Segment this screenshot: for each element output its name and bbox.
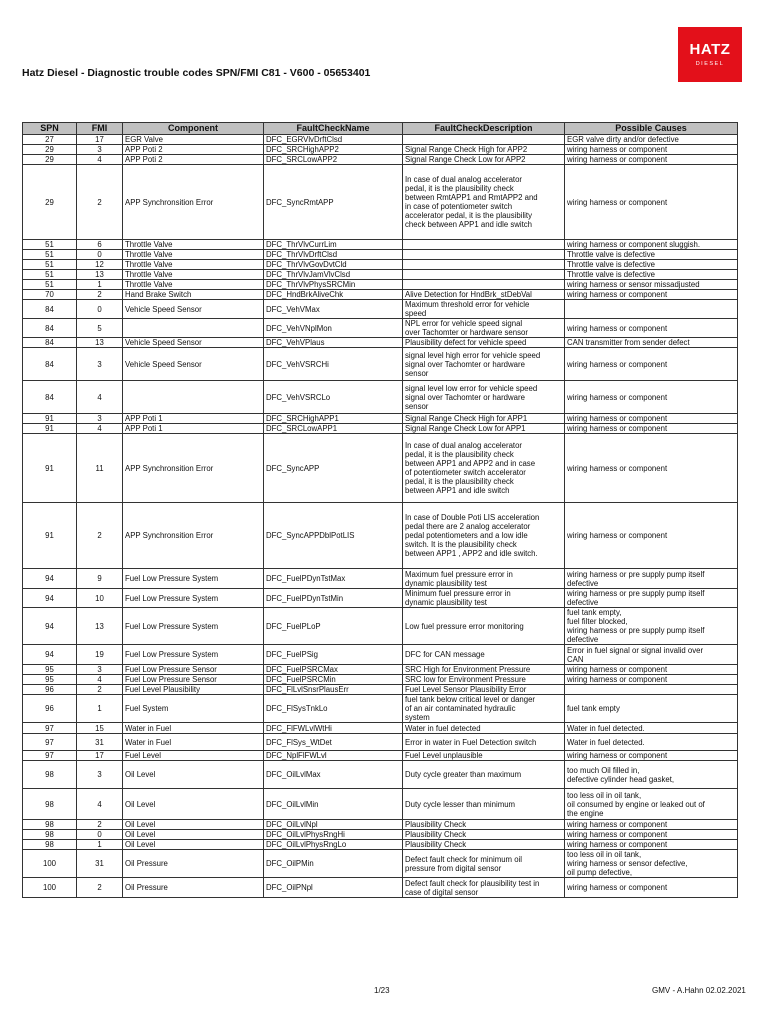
cell-fmi: 15: [77, 723, 123, 734]
cell-faultcheckdescription: In case of dual analog accelerator pedal, it is the plausibility check between RmtAPP1 and RmtAPP2 and in case of potentiometer switch accelerator pedal, it is the plausibility check between APP1 and idle switch: [403, 165, 565, 240]
cell-fmi: 0: [77, 250, 123, 260]
cell-faultcheckdescription: Duty cycle lesser than minimum: [403, 789, 565, 820]
cell-fmi: 3: [77, 665, 123, 675]
table-body: [23, 135, 738, 898]
cell-possible-causes: wiring harness or component: [565, 348, 738, 381]
cell-faultcheckname: DFC_SyncAPP: [264, 434, 403, 503]
cell-fmi: 3: [77, 145, 123, 155]
cell-possible-causes: wiring harness or component: [565, 675, 738, 685]
cell-spn: 95: [23, 675, 77, 685]
cell-component: Water in Fuel: [123, 734, 264, 751]
cell-component: Fuel Low Pressure Sensor: [123, 675, 264, 685]
cell-possible-causes: wiring harness or component: [565, 381, 738, 414]
cell-possible-causes: fuel tank empty: [565, 695, 738, 723]
cell-spn: 98: [23, 820, 77, 830]
cell-fmi: 10: [77, 589, 123, 608]
cell-component: Throttle Valve: [123, 240, 264, 250]
cell-component: Fuel Level: [123, 751, 264, 761]
cell-fmi: 12: [77, 260, 123, 270]
cell-fmi: 2: [77, 820, 123, 830]
table-row: [23, 850, 738, 878]
cell-spn: 51: [23, 260, 77, 270]
cell-possible-causes: wiring harness or component: [565, 414, 738, 424]
cell-component: APP Synchronsition Error: [123, 165, 264, 240]
document-title: Hatz Diesel - Diagnostic trouble codes SPN/FMI C81 - V600 - 05653401: [22, 67, 371, 79]
col-header-fmi: FMI: [77, 123, 123, 135]
cell-faultcheckdescription: Low fuel pressure error monitoring: [403, 608, 565, 645]
cell-fmi: 2: [77, 290, 123, 300]
table-row: [23, 135, 738, 145]
cell-possible-causes: wiring harness or component: [565, 290, 738, 300]
cell-faultcheckname: DFC_FlSys_WtDet: [264, 734, 403, 751]
cell-faultcheckname: DFC_ThrVlvDrftClsd: [264, 250, 403, 260]
cell-component: [123, 381, 264, 414]
cell-faultcheckdescription: Fuel Level unplausible: [403, 751, 565, 761]
cell-component: Vehicle Speed Sensor: [123, 338, 264, 348]
cell-possible-causes: wiring harness or component: [565, 830, 738, 840]
cell-component: Fuel Low Pressure System: [123, 608, 264, 645]
cell-faultcheckname: DFC_SRCLowAPP1: [264, 424, 403, 434]
cell-possible-causes: wiring harness or pre supply pump itself defective: [565, 589, 738, 608]
cell-faultcheckdescription: Plausibility Check: [403, 840, 565, 850]
cell-spn: 29: [23, 155, 77, 165]
cell-fmi: 6: [77, 240, 123, 250]
table-row: [23, 751, 738, 761]
cell-component: Oil Level: [123, 840, 264, 850]
cell-component: APP Synchronsition Error: [123, 434, 264, 503]
cell-possible-causes: wiring harness or component: [565, 434, 738, 503]
cell-faultcheckname: DFC_OilLvlMax: [264, 761, 403, 789]
footer-author: GMV - A.Hahn 02.02.2021: [652, 986, 746, 995]
cell-component: Hand Brake Switch: [123, 290, 264, 300]
table-header-row: [23, 123, 738, 135]
cell-component: Throttle Valve: [123, 260, 264, 270]
cell-fmi: 0: [77, 830, 123, 840]
cell-faultcheckdescription: Signal Range Check High for APP2: [403, 145, 565, 155]
logo-sub: DIESEL: [695, 61, 725, 67]
table-row: [23, 165, 738, 240]
cell-possible-causes: wiring harness or component: [565, 424, 738, 434]
cell-possible-causes: wiring harness or component: [565, 751, 738, 761]
cell-component: Vehicle Speed Sensor: [123, 348, 264, 381]
cell-faultcheckname: DFC_SRCHighAPP2: [264, 145, 403, 155]
cell-fmi: 3: [77, 414, 123, 424]
cell-possible-causes: Throttle valve is defective: [565, 270, 738, 280]
cell-fmi: 2: [77, 878, 123, 898]
cell-fmi: 1: [77, 280, 123, 290]
cell-faultcheckname: DFC_ThrVlvJamVlvClsd: [264, 270, 403, 280]
cell-spn: 29: [23, 145, 77, 155]
cell-component: Oil Level: [123, 830, 264, 840]
cell-faultcheckname: DFC_VehVMax: [264, 300, 403, 319]
cell-faultcheckname: DFC_SyncAPPDblPotLIS: [264, 503, 403, 569]
cell-faultcheckdescription: Signal Range Check Low for APP2: [403, 155, 565, 165]
cell-component: Fuel System: [123, 695, 264, 723]
cell-faultcheckdescription: Minimum fuel pressure error in dynamic plausibility test: [403, 589, 565, 608]
cell-component: Oil Pressure: [123, 878, 264, 898]
cell-spn: 84: [23, 300, 77, 319]
cell-component: APP Poti 1: [123, 414, 264, 424]
cell-faultcheckname: DFC_VehVNplMon: [264, 319, 403, 338]
cell-spn: 51: [23, 280, 77, 290]
cell-faultcheckdescription: Duty cycle greater than maximum: [403, 761, 565, 789]
cell-possible-causes: [565, 300, 738, 319]
cell-faultcheckdescription: Water in fuel detected: [403, 723, 565, 734]
cell-spn: 97: [23, 723, 77, 734]
cell-fmi: 5: [77, 319, 123, 338]
cell-spn: 91: [23, 503, 77, 569]
cell-possible-causes: too much Oil filled in, defective cylinder head gasket,: [565, 761, 738, 789]
cell-spn: 29: [23, 165, 77, 240]
table-row: [23, 645, 738, 665]
cell-fmi: 2: [77, 165, 123, 240]
table-row: [23, 424, 738, 434]
cell-faultcheckdescription: Defect fault check for minimum oil pressure from digital sensor: [403, 850, 565, 878]
cell-faultcheckdescription: [403, 260, 565, 270]
cell-faultcheckdescription: [403, 270, 565, 280]
cell-faultcheckname: DFC_FuelPSRCMax: [264, 665, 403, 675]
table-row: [23, 319, 738, 338]
cell-spn: 27: [23, 135, 77, 145]
cell-component: Oil Level: [123, 820, 264, 830]
cell-spn: 51: [23, 250, 77, 260]
cell-faultcheckdescription: In case of dual analog accelerator pedal, it is the plausibility check between APP1 and APP2 and in case of potentiometer switch accelerator pedal, it is the plausibility check between APP1 and idle switch: [403, 434, 565, 503]
cell-faultcheckdescription: Fuel Level Sensor Plausibility Error: [403, 685, 565, 695]
cell-spn: 84: [23, 338, 77, 348]
col-header-faultcheckname: FaultCheckName: [264, 123, 403, 135]
cell-fmi: 0: [77, 300, 123, 319]
cell-faultcheckname: DFC_ThrVlvCurrLim: [264, 240, 403, 250]
cell-possible-causes: wiring harness or sensor missadjusted: [565, 280, 738, 290]
cell-component: Vehicle Speed Sensor: [123, 300, 264, 319]
cell-spn: 51: [23, 240, 77, 250]
cell-possible-causes: Throttle valve is defective: [565, 250, 738, 260]
cell-fmi: 2: [77, 503, 123, 569]
table-row: [23, 723, 738, 734]
cell-possible-causes: wiring harness or pre supply pump itself defective: [565, 569, 738, 589]
cell-faultcheckname: DFC_HndBrkAliveChk: [264, 290, 403, 300]
cell-fmi: 9: [77, 569, 123, 589]
cell-faultcheckname: DFC_SRCLowAPP2: [264, 155, 403, 165]
cell-spn: 70: [23, 290, 77, 300]
cell-component: APP Poti 1: [123, 424, 264, 434]
cell-spn: 100: [23, 850, 77, 878]
cell-possible-causes: Water in fuel detected.: [565, 723, 738, 734]
cell-faultcheckdescription: signal level high error for vehicle speed signal over Tachomter or hardware sensor: [403, 348, 565, 381]
cell-fmi: 17: [77, 135, 123, 145]
cell-spn: 91: [23, 414, 77, 424]
cell-fmi: 4: [77, 675, 123, 685]
table-row: [23, 434, 738, 503]
cell-component: [123, 319, 264, 338]
table-row: [23, 503, 738, 569]
cell-possible-causes: wiring harness or component: [565, 840, 738, 850]
cell-component: Oil Level: [123, 761, 264, 789]
table-row: [23, 878, 738, 898]
table-row: [23, 789, 738, 820]
cell-fmi: 11: [77, 434, 123, 503]
table-row: [23, 260, 738, 270]
cell-fmi: 1: [77, 695, 123, 723]
cell-fmi: 4: [77, 381, 123, 414]
cell-faultcheckdescription: [403, 135, 565, 145]
cell-spn: 84: [23, 348, 77, 381]
cell-faultcheckdescription: Plausibility Check: [403, 820, 565, 830]
cell-component: APP Synchronsition Error: [123, 503, 264, 569]
cell-faultcheckname: DFC_VehVSRCHi: [264, 348, 403, 381]
cell-fmi: 31: [77, 850, 123, 878]
cell-component: Oil Level: [123, 789, 264, 820]
cell-faultcheckname: DFC_ThrVlvPhysSRCMin: [264, 280, 403, 290]
cell-faultcheckname: DFC_EGRVlvDrftClsd: [264, 135, 403, 145]
table-row: [23, 665, 738, 675]
cell-faultcheckdescription: [403, 240, 565, 250]
cell-faultcheckdescription: Maximum threshold error for vehicle speed: [403, 300, 565, 319]
cell-faultcheckdescription: Maximum fuel pressure error in dynamic plausibility test: [403, 569, 565, 589]
cell-spn: 98: [23, 761, 77, 789]
cell-possible-causes: wiring harness or component: [565, 145, 738, 155]
cell-faultcheckname: DFC_FuelPLoP: [264, 608, 403, 645]
cell-component: EGR Valve: [123, 135, 264, 145]
cell-fmi: 19: [77, 645, 123, 665]
cell-spn: 98: [23, 840, 77, 850]
cell-spn: 84: [23, 319, 77, 338]
table-row: [23, 820, 738, 830]
col-header-spn: SPN: [23, 123, 77, 135]
cell-spn: 94: [23, 645, 77, 665]
cell-faultcheckname: DFC_OilPNpl: [264, 878, 403, 898]
cell-possible-causes: wiring harness or component: [565, 878, 738, 898]
table-row: [23, 840, 738, 850]
cell-faultcheckname: DFC_FlSysTnkLo: [264, 695, 403, 723]
cell-faultcheckname: DFC_OilLvlMin: [264, 789, 403, 820]
table-row: [23, 589, 738, 608]
cell-faultcheckname: DFC_FuelPSRCMin: [264, 675, 403, 685]
cell-faultcheckdescription: Plausibility defect for vehicle speed: [403, 338, 565, 348]
cell-faultcheckname: DFC_NplFlFWLvl: [264, 751, 403, 761]
table-row: [23, 414, 738, 424]
cell-component: APP Poti 2: [123, 155, 264, 165]
cell-spn: 94: [23, 569, 77, 589]
table-row: [23, 569, 738, 589]
cell-component: APP Poti 2: [123, 145, 264, 155]
cell-faultcheckname: DFC_VehVPlaus: [264, 338, 403, 348]
cell-spn: 91: [23, 434, 77, 503]
cell-faultcheckdescription: Signal Range Check High for APP1: [403, 414, 565, 424]
cell-component: Fuel Low Pressure System: [123, 589, 264, 608]
col-header-possible-causes: Possible Causes: [565, 123, 738, 135]
cell-faultcheckdescription: Error in water in Fuel Detection switch: [403, 734, 565, 751]
table-row: [23, 761, 738, 789]
cell-possible-causes: Water in fuel detected.: [565, 734, 738, 751]
cell-faultcheckdescription: fuel tank below critical level or danger of an air contaminated hydraulic system: [403, 695, 565, 723]
table-row: [23, 348, 738, 381]
cell-fmi: 1: [77, 840, 123, 850]
cell-faultcheckdescription: Signal Range Check Low for APP1: [403, 424, 565, 434]
cell-spn: 100: [23, 878, 77, 898]
dtc-table: [22, 122, 738, 898]
cell-faultcheckdescription: signal level low error for vehicle speed signal over Tachomter or hardware sensor: [403, 381, 565, 414]
cell-faultcheckdescription: SRC High for Environment Pressure: [403, 665, 565, 675]
cell-spn: 94: [23, 589, 77, 608]
cell-component: Fuel Level Plausibility: [123, 685, 264, 695]
cell-spn: 91: [23, 424, 77, 434]
table-row: [23, 608, 738, 645]
cell-faultcheckdescription: NPL error for vehicle speed signal over Tachomter or hardware sensor: [403, 319, 565, 338]
table-row: [23, 240, 738, 250]
cell-possible-causes: wiring harness or component: [565, 665, 738, 675]
cell-faultcheckdescription: Plausibility Check: [403, 830, 565, 840]
cell-possible-causes: EGR valve dirty and/or defective: [565, 135, 738, 145]
cell-faultcheckdescription: [403, 280, 565, 290]
cell-faultcheckdescription: DFC for CAN message: [403, 645, 565, 665]
cell-faultcheckname: DFC_FuelPDynTstMin: [264, 589, 403, 608]
cell-possible-causes: CAN transmitter from sender defect: [565, 338, 738, 348]
cell-possible-causes: Throttle valve is defective: [565, 260, 738, 270]
cell-component: Oil Pressure: [123, 850, 264, 878]
table-row: [23, 300, 738, 319]
cell-faultcheckdescription: SRC low for Environment Pressure: [403, 675, 565, 685]
table-row: [23, 290, 738, 300]
cell-possible-causes: fuel tank empty, fuel filter blocked, wiring harness or pre supply pump itself defective: [565, 608, 738, 645]
cell-component: Throttle Valve: [123, 280, 264, 290]
cell-spn: 98: [23, 830, 77, 840]
cell-spn: 96: [23, 685, 77, 695]
table-row: [23, 734, 738, 751]
table-row: [23, 250, 738, 260]
cell-possible-causes: too less oil in oil tank, wiring harness or sensor defective, oil pump defective,: [565, 850, 738, 878]
cell-component: Fuel Low Pressure System: [123, 645, 264, 665]
cell-faultcheckdescription: In case of Double Poti LIS acceleration pedal there are 2 analog accelerator pedal potentiometers and a low idle switch. It is the plausibility check between APP1 , APP2 and idle switch.: [403, 503, 565, 569]
cell-spn: 96: [23, 695, 77, 723]
cell-fmi: 31: [77, 734, 123, 751]
cell-possible-causes: wiring harness or component: [565, 319, 738, 338]
cell-faultcheckname: DFC_FlFWLvlWtHi: [264, 723, 403, 734]
cell-faultcheckname: DFC_OilLvlPhysRngHi: [264, 830, 403, 840]
table-row: [23, 280, 738, 290]
cell-faultcheckdescription: [403, 250, 565, 260]
cell-fmi: 13: [77, 608, 123, 645]
hatz-logo: [678, 27, 742, 82]
table-row: [23, 155, 738, 165]
cell-possible-causes: Error in fuel signal or signal invalid over CAN: [565, 645, 738, 665]
cell-fmi: 2: [77, 685, 123, 695]
cell-fmi: 4: [77, 789, 123, 820]
cell-spn: 97: [23, 734, 77, 751]
table-row: [23, 685, 738, 695]
cell-possible-causes: wiring harness or component: [565, 820, 738, 830]
table-row: [23, 830, 738, 840]
col-header-faultcheckdescription: FaultCheckDescription: [403, 123, 565, 135]
cell-spn: 98: [23, 789, 77, 820]
cell-faultcheckname: DFC_OilLvlPhysRngLo: [264, 840, 403, 850]
cell-component: Throttle Valve: [123, 270, 264, 280]
cell-faultcheckname: DFC_FuelPSig: [264, 645, 403, 665]
table-row: [23, 675, 738, 685]
cell-faultcheckname: DFC_OilPMin: [264, 850, 403, 878]
cell-faultcheckdescription: Alive Detection for HndBrk_stDebVal: [403, 290, 565, 300]
cell-spn: 94: [23, 608, 77, 645]
cell-fmi: 3: [77, 348, 123, 381]
cell-faultcheckname: DFC_OilLvlNpl: [264, 820, 403, 830]
table-row: [23, 145, 738, 155]
table-row: [23, 695, 738, 723]
cell-possible-causes: wiring harness or component sluggish.: [565, 240, 738, 250]
cell-faultcheckname: DFC_FlLvlSnsrPlausErr: [264, 685, 403, 695]
cell-spn: 84: [23, 381, 77, 414]
cell-faultcheckname: DFC_VehVSRCLo: [264, 381, 403, 414]
table-row: [23, 270, 738, 280]
cell-faultcheckdescription: Defect fault check for plausibility test in case of digital sensor: [403, 878, 565, 898]
cell-possible-causes: wiring harness or component: [565, 503, 738, 569]
page-number: 1/23: [374, 986, 390, 995]
cell-fmi: 17: [77, 751, 123, 761]
cell-fmi: 3: [77, 761, 123, 789]
logo-brand: HATZ: [689, 41, 731, 58]
cell-faultcheckname: DFC_FuelPDynTstMax: [264, 569, 403, 589]
table-row: [23, 338, 738, 348]
cell-component: Fuel Low Pressure Sensor: [123, 665, 264, 675]
cell-faultcheckname: DFC_ThrVlvGovDvtCld: [264, 260, 403, 270]
cell-faultcheckname: DFC_SRCHighAPP1: [264, 414, 403, 424]
cell-spn: 97: [23, 751, 77, 761]
cell-possible-causes: [565, 685, 738, 695]
cell-fmi: 4: [77, 424, 123, 434]
cell-spn: 51: [23, 270, 77, 280]
cell-fmi: 4: [77, 155, 123, 165]
col-header-component: Component: [123, 123, 264, 135]
cell-fmi: 13: [77, 270, 123, 280]
cell-spn: 95: [23, 665, 77, 675]
table-row: [23, 381, 738, 414]
cell-fmi: 13: [77, 338, 123, 348]
cell-possible-causes: too less oil in oil tank, oil consumed by engine or leaked out of the engine: [565, 789, 738, 820]
cell-component: Fuel Low Pressure System: [123, 569, 264, 589]
cell-possible-causes: wiring harness or component: [565, 165, 738, 240]
cell-faultcheckname: DFC_SyncRmtAPP: [264, 165, 403, 240]
cell-component: Water in Fuel: [123, 723, 264, 734]
cell-possible-causes: wiring harness or component: [565, 155, 738, 165]
cell-component: Throttle Valve: [123, 250, 264, 260]
